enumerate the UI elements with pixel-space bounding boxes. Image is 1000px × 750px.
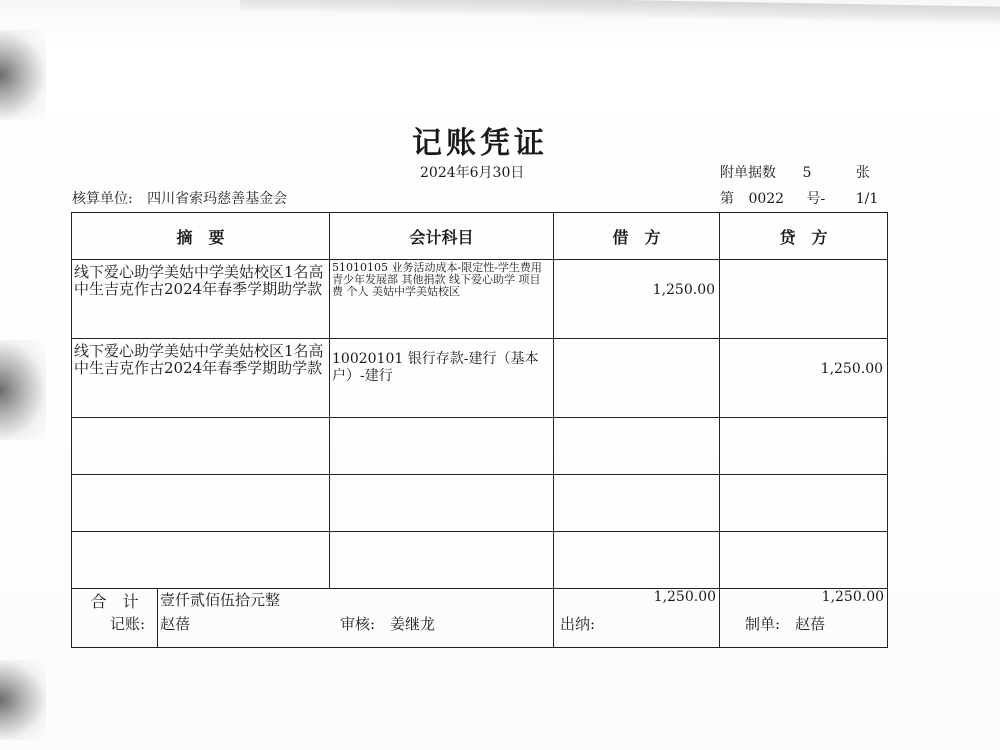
total-debit: 1,250.00 <box>554 589 720 648</box>
attachment-label: 附单据数 <box>720 165 776 181</box>
header-credit: 贷 方 <box>720 213 888 260</box>
entry-credit <box>720 260 888 339</box>
table-row-empty <box>72 418 888 475</box>
voucher-date: 2024年6月30日 <box>420 165 525 181</box>
voucher-page: 1/1 <box>855 191 879 207</box>
header-summary: 摘 要 <box>72 213 330 260</box>
footer-reviewer: 审核: 姜继龙 <box>340 615 436 633</box>
scan-smudge <box>0 30 46 120</box>
voucher-number <box>720 188 878 208</box>
accounting-unit <box>72 188 287 208</box>
entry-debit: 1,250.00 <box>554 260 720 339</box>
table-row-empty <box>72 475 888 532</box>
total-credit: 1,250.00 <box>720 589 888 648</box>
unit-name: 四川省索玛慈善基金会 <box>147 191 288 207</box>
total-amount-words: 壹仟贰佰伍拾元整 <box>158 589 554 648</box>
voucher-suffix: 号- <box>806 191 826 207</box>
voucher-no: 0022 <box>748 191 785 207</box>
voucher-title: 记账凭证 <box>412 126 548 161</box>
scan-smudge <box>0 340 46 440</box>
attachment-unit: 张 <box>855 165 870 181</box>
unit-label: 核算单位: <box>72 191 133 207</box>
footer-cashier: 出纳: <box>560 615 596 633</box>
entry-credit: 1,250.00 <box>720 339 888 418</box>
table-header-row <box>72 213 888 260</box>
entry-account: 51010105 业务活动成本-限定性-学生费用 青少年发展部 其他捐款 线下爱心助学 项目费 个人 美姑中学美姑校区 <box>330 260 554 339</box>
voucher-prefix: 第 <box>720 191 734 207</box>
total-label: 合 计 <box>72 589 158 648</box>
voucher-table <box>71 212 888 648</box>
attachment-number: 5 <box>802 165 812 181</box>
header-account: 会计科目 <box>330 213 554 260</box>
entry-account: 10020101 银行存款-建行（基本户）-建行 <box>330 339 554 418</box>
entry-summary: 线下爱心助学美姑中学美姑校区1名高中生吉克作古2024年春季学期助学款 <box>72 260 330 339</box>
scan-smudge <box>0 660 46 740</box>
footer-bookkeeper: 记账: 赵蓓 <box>110 615 191 633</box>
attachment-count <box>720 162 870 182</box>
entry-summary: 线下爱心助学美姑中学美姑校区1名高中生吉克作古2024年春季学期助学款 <box>72 339 330 418</box>
entry-debit <box>554 339 720 418</box>
table-row-empty <box>72 532 888 589</box>
table-row <box>72 339 888 418</box>
footer-preparer: 制单: 赵蓓 <box>745 615 826 633</box>
header-debit: 借 方 <box>554 213 720 260</box>
table-row <box>72 260 888 339</box>
